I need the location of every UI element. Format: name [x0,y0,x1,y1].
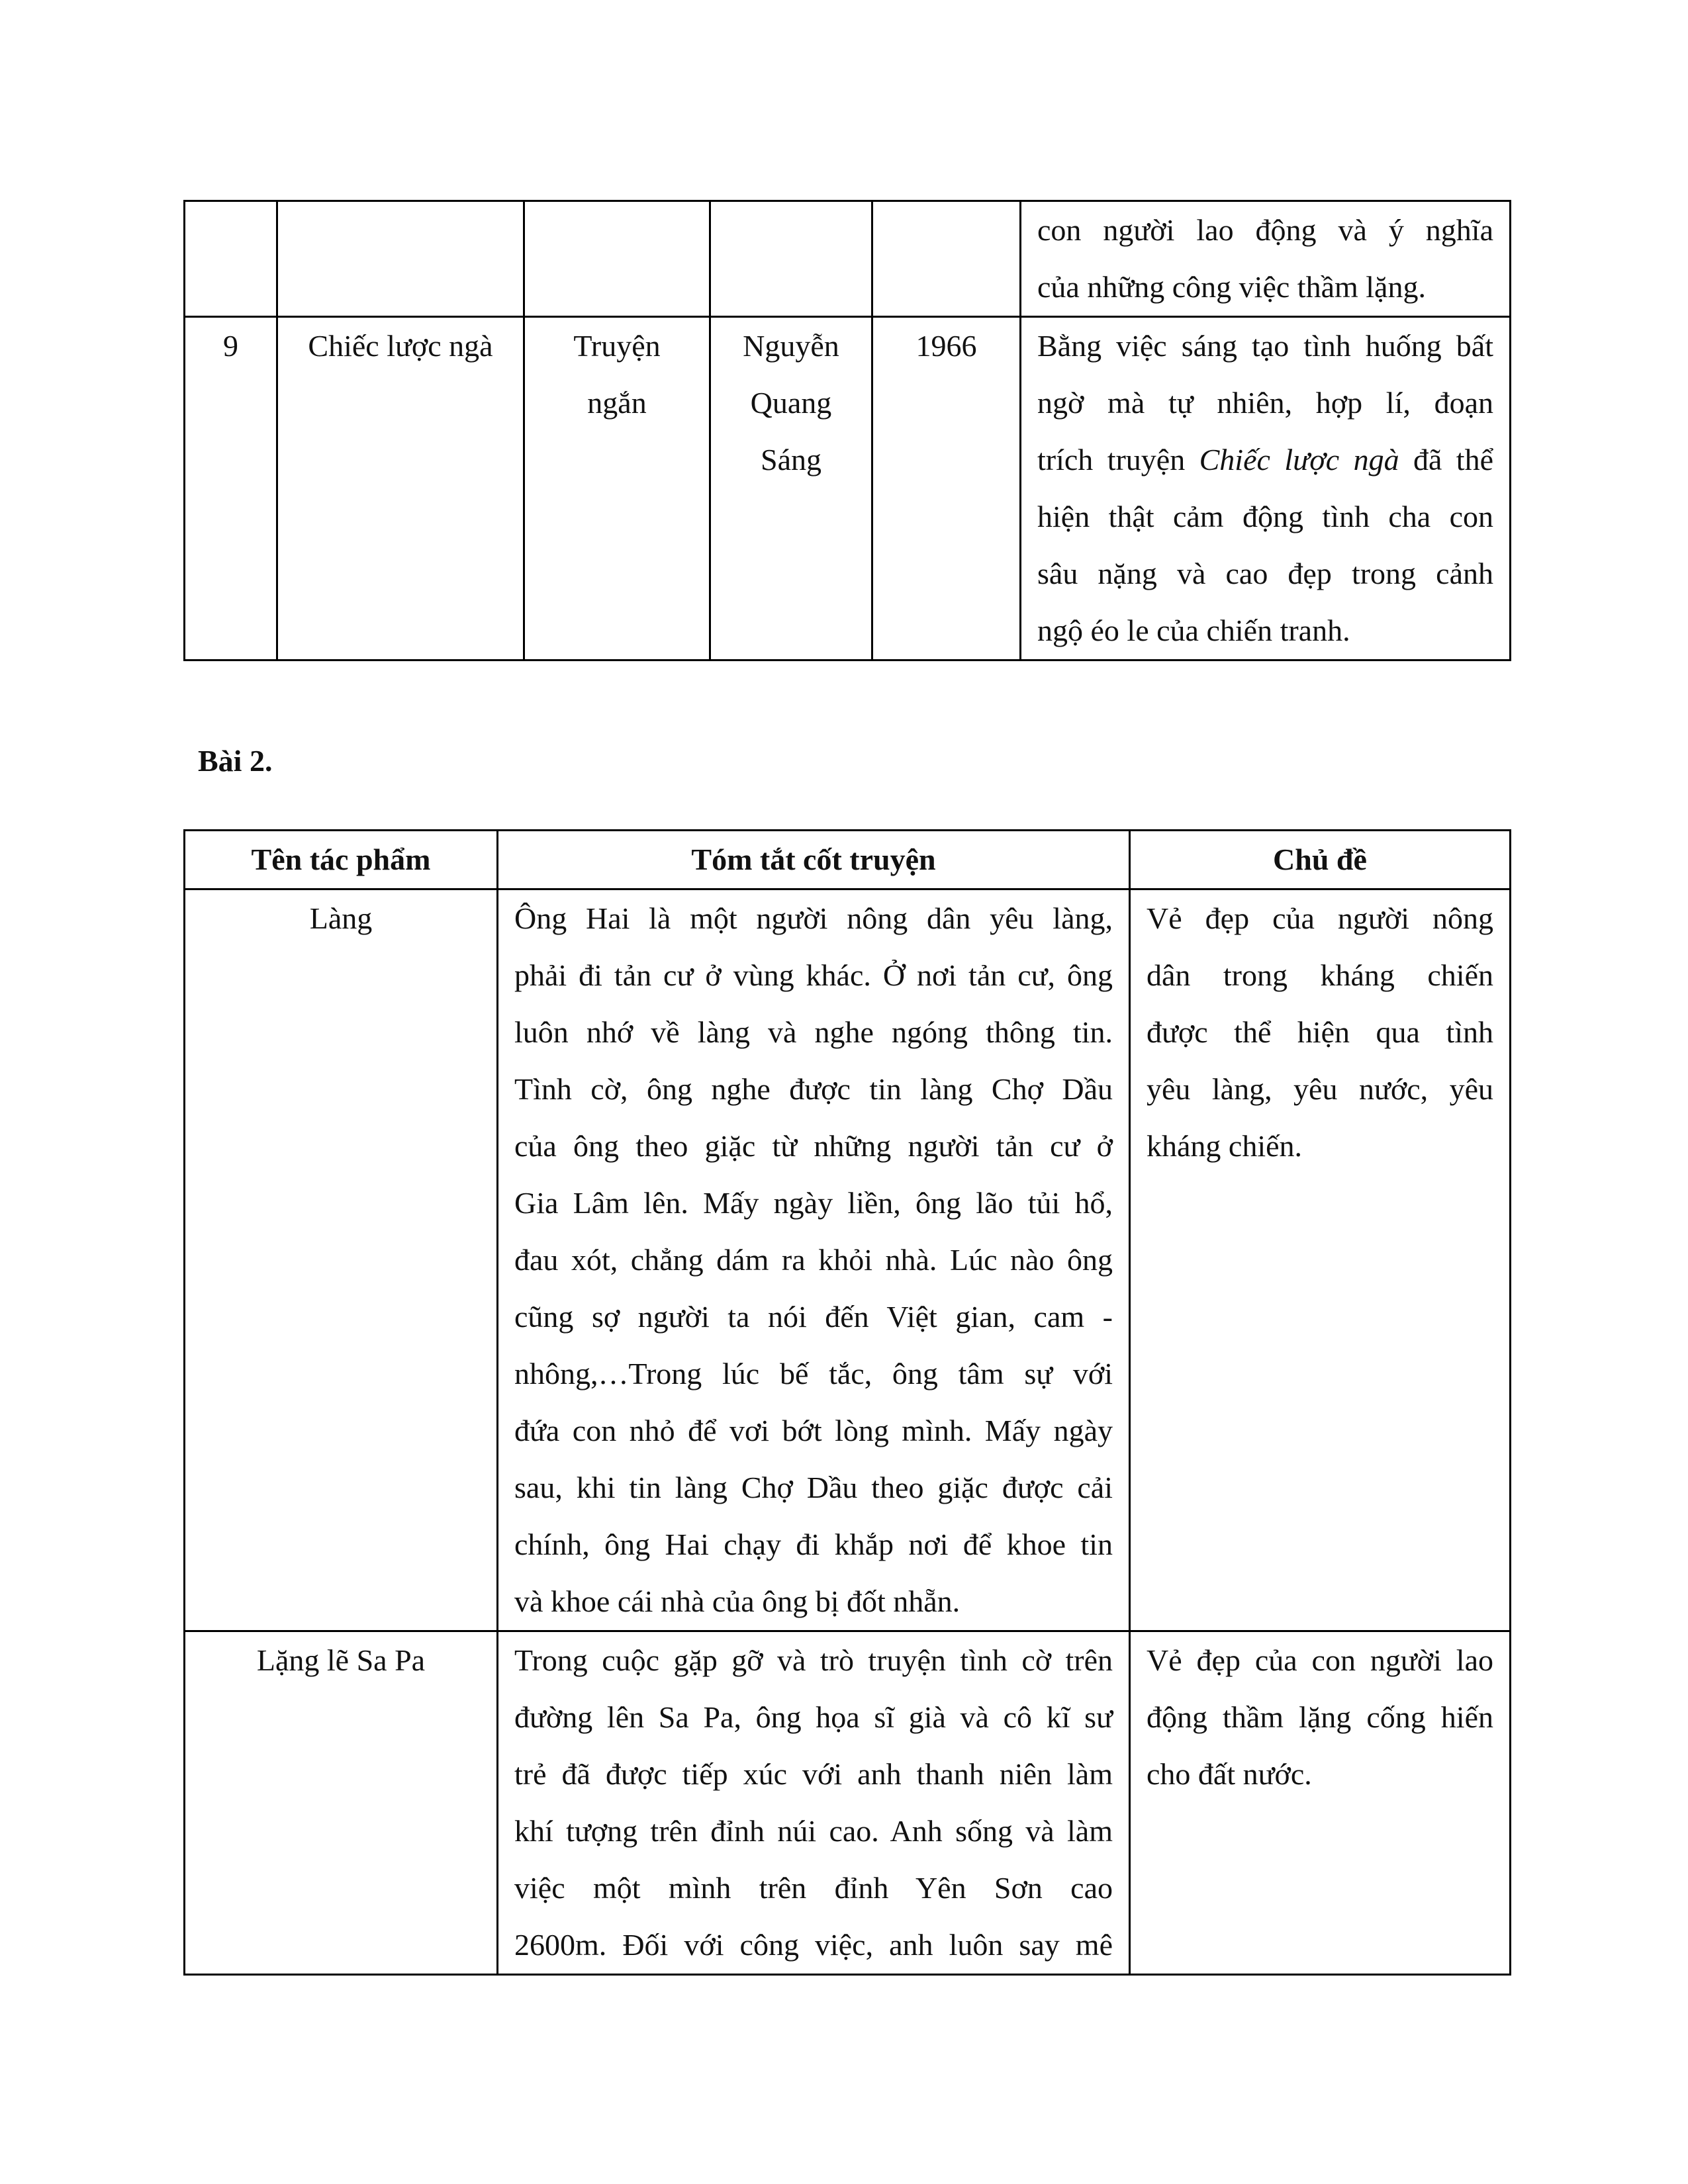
text-run: trích truyện [1037,443,1199,477]
section-heading: Bài 2. [198,744,273,778]
text-line: luôn nhớ về làng và nghe ngóng thông tin. [514,1015,1113,1049]
text-line [1037,432,1493,488]
text-line: Ông Hai là một người nông dân yêu làng, [514,901,1113,935]
cell-stt [185,201,277,317]
cell-theme [1130,1631,1511,1975]
cell-work: Chiếc lược ngà [277,317,524,660]
cell-author [710,317,872,660]
cell-year: 1966 [872,317,1021,660]
text-line: Truyện [573,329,661,363]
table-row [185,889,1511,1631]
text-line: yêu làng, yêu nước, yêu [1147,1072,1493,1106]
header-theme: Chủ đề [1130,831,1511,889]
text-line: Quang [750,386,832,420]
text-line: phải đi tản cư ở vùng khác. Ở nơi tản cư, ông [514,958,1113,992]
cell-title: Lặng lẽ Sa Pa [185,1631,498,1975]
text-line: việc một mình trên đỉnh Yên Sơn cao [514,1871,1113,1905]
text-run: đã thể [1399,443,1493,477]
text-line: Tình cờ, ông nghe được tin làng Chợ Dầu [514,1072,1113,1106]
cell-summary [498,889,1130,1631]
work-title-italic: Chiếc lược ngà [1199,443,1399,477]
text-line: Gia Lâm lên. Mấy ngày liền, ông lão tủi hổ, [514,1186,1113,1220]
cell-theme [1130,889,1511,1631]
text-line: chính, ông Hai chạy đi khắp nơi để khoe tin [514,1527,1113,1561]
text-line: con người lao động và ý nghĩa [1037,213,1493,247]
text-line: Vẻ đẹp của người nông [1147,901,1493,935]
text-line: Bằng việc sáng tạo tình huống bất [1037,329,1493,363]
text-line: Trong cuộc gặp gỡ và trò truyện tình cờ trên [514,1643,1113,1677]
table-header-row [185,831,1511,889]
cell-year [872,201,1021,317]
cell-content [1021,201,1511,317]
text-line: Nguyễn [743,329,839,363]
text-line: được thể hiện qua tình [1147,1015,1493,1049]
cell-genre [524,201,710,317]
text-line: của những công việc thầm lặng. [1037,270,1426,304]
text-line: sau, khi tin làng Chợ Dầu theo giặc được cải [514,1471,1113,1504]
text-line: khí tượng trên đỉnh núi cao. Anh sống và làm [514,1814,1113,1848]
cell-author [710,201,872,317]
text-line: nhông,…Trong lúc bế tắc, ông tâm sự với [514,1357,1113,1390]
table-row [185,317,1511,660]
text-line: 2600m. Đối với công việc, anh luôn say mê [514,1928,1113,1962]
text-line: cho đất nước. [1147,1757,1312,1791]
text-line: và khoe cái nhà của ông bị đốt nhẵn. [514,1584,961,1618]
text-line: cũng sợ người ta nói đến Việt gian, cam - [514,1300,1113,1334]
text-line: ngộ éo le của chiến tranh. [1037,614,1350,647]
cell-content [1021,317,1511,660]
cell-work [277,201,524,317]
cell-stt: 9 [185,317,277,660]
cell-summary [498,1631,1130,1975]
works-table-continued [183,200,1511,661]
text-line: kháng chiến. [1147,1129,1303,1163]
header-title: Tên tác phẩm [185,831,498,889]
text-line: hiện thật cảm động tình cha con [1037,500,1493,533]
text-line: sâu nặng và cao đẹp trong cảnh [1037,557,1493,590]
text-line: đứa con nhỏ để vơi bớt lòng mình. Mấy ngày [514,1414,1113,1447]
text-line: đau xót, chẳng dám ra khỏi nhà. Lúc nào ông [514,1243,1113,1277]
text-line: ngắn [587,386,647,420]
text-line: Vẻ đẹp của con người lao [1147,1643,1493,1677]
summary-table [183,829,1511,1976]
text-line: dân trong kháng chiến [1147,958,1493,992]
text-line: Sáng [761,443,821,477]
table-row [185,1631,1511,1975]
text-line: động thầm lặng cống hiến [1147,1700,1493,1734]
text-line: trẻ đã được tiếp xúc với anh thanh niên làm [514,1757,1113,1791]
text-line: của ông theo giặc từ những người tản cư ở [514,1129,1113,1163]
cell-title: Làng [185,889,498,1631]
text-line: đường lên Sa Pa, ông họa sĩ già và cô kĩ sư [514,1700,1113,1734]
text-line: ngờ mà tự nhiên, hợp lí, đoạn [1037,386,1493,420]
table-row [185,201,1511,317]
header-summary: Tóm tắt cốt truyện [498,831,1130,889]
cell-genre [524,317,710,660]
